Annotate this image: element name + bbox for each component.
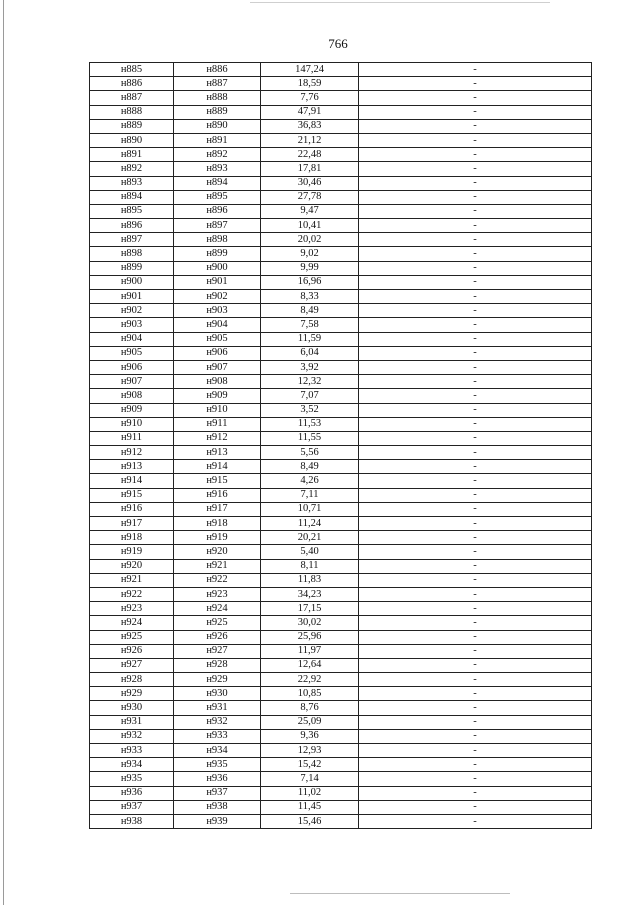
note-cell: - [359, 545, 592, 559]
table-row [90, 290, 592, 304]
length-cell: 7,58 [261, 318, 359, 332]
to-point-cell: н924 [174, 602, 261, 616]
table-row [90, 148, 592, 162]
note-cell: - [359, 800, 592, 814]
table-row [90, 658, 592, 672]
length-cell: 8,11 [261, 559, 359, 573]
note-cell: - [359, 559, 592, 573]
to-point-cell: н902 [174, 290, 261, 304]
to-point-cell: н895 [174, 190, 261, 204]
from-point-cell: н901 [90, 290, 174, 304]
length-cell: 22,92 [261, 673, 359, 687]
note-cell: - [359, 133, 592, 147]
to-point-cell: н912 [174, 431, 261, 445]
table-row [90, 531, 592, 545]
note-cell: - [359, 247, 592, 261]
length-cell: 6,04 [261, 346, 359, 360]
length-cell: 22,48 [261, 148, 359, 162]
length-cell: 20,02 [261, 233, 359, 247]
from-point-cell: н913 [90, 460, 174, 474]
note-cell: - [359, 304, 592, 318]
to-point-cell: н887 [174, 77, 261, 91]
to-point-cell: н915 [174, 474, 261, 488]
table-row [90, 573, 592, 587]
from-point-cell: н915 [90, 488, 174, 502]
table-row [90, 559, 592, 573]
to-point-cell: н927 [174, 644, 261, 658]
to-point-cell: н905 [174, 332, 261, 346]
from-point-cell: н908 [90, 389, 174, 403]
table-row [90, 488, 592, 502]
table-row [90, 744, 592, 758]
to-point-cell: н888 [174, 91, 261, 105]
table-row [90, 431, 592, 445]
table-row [90, 346, 592, 360]
to-point-cell: н913 [174, 446, 261, 460]
note-cell: - [359, 616, 592, 630]
from-point-cell: н894 [90, 190, 174, 204]
table-row [90, 517, 592, 531]
note-cell: - [359, 233, 592, 247]
to-point-cell: н932 [174, 715, 261, 729]
note-cell: - [359, 219, 592, 233]
to-point-cell: н906 [174, 346, 261, 360]
length-cell: 8,33 [261, 290, 359, 304]
from-point-cell: н895 [90, 204, 174, 218]
note-cell: - [359, 729, 592, 743]
from-point-cell: н935 [90, 772, 174, 786]
from-point-cell: н885 [90, 63, 174, 77]
note-cell: - [359, 814, 592, 828]
table-row [90, 176, 592, 190]
length-cell: 30,02 [261, 616, 359, 630]
note-cell: - [359, 531, 592, 545]
note-cell: - [359, 360, 592, 374]
length-cell: 18,59 [261, 77, 359, 91]
length-cell: 10,71 [261, 502, 359, 516]
table-row [90, 460, 592, 474]
length-cell: 36,83 [261, 119, 359, 133]
from-point-cell: н918 [90, 531, 174, 545]
length-cell: 7,76 [261, 91, 359, 105]
from-point-cell: н888 [90, 105, 174, 119]
table-body [90, 63, 592, 829]
table-row [90, 133, 592, 147]
from-point-cell: н887 [90, 91, 174, 105]
to-point-cell: н908 [174, 375, 261, 389]
note-cell: - [359, 417, 592, 431]
length-cell: 12,93 [261, 744, 359, 758]
to-point-cell: н894 [174, 176, 261, 190]
from-point-cell: н927 [90, 658, 174, 672]
length-cell: 34,23 [261, 587, 359, 601]
scan-edge-left [3, 0, 4, 905]
length-cell: 8,49 [261, 304, 359, 318]
from-point-cell: н893 [90, 176, 174, 190]
to-point-cell: н936 [174, 772, 261, 786]
table-row [90, 502, 592, 516]
table-row [90, 800, 592, 814]
table-row [90, 687, 592, 701]
length-cell: 5,56 [261, 446, 359, 460]
note-cell: - [359, 701, 592, 715]
from-point-cell: н924 [90, 616, 174, 630]
to-point-cell: н933 [174, 729, 261, 743]
from-point-cell: н886 [90, 77, 174, 91]
length-cell: 8,49 [261, 460, 359, 474]
from-point-cell: н929 [90, 687, 174, 701]
to-point-cell: н919 [174, 531, 261, 545]
length-cell: 10,85 [261, 687, 359, 701]
length-cell: 3,52 [261, 403, 359, 417]
length-cell: 15,42 [261, 758, 359, 772]
from-point-cell: н898 [90, 247, 174, 261]
length-cell: 11,55 [261, 431, 359, 445]
note-cell: - [359, 63, 592, 77]
note-cell: - [359, 573, 592, 587]
from-point-cell: н892 [90, 162, 174, 176]
length-cell: 8,76 [261, 701, 359, 715]
note-cell: - [359, 176, 592, 190]
to-point-cell: н897 [174, 219, 261, 233]
from-point-cell: н912 [90, 446, 174, 460]
length-cell: 17,15 [261, 602, 359, 616]
to-point-cell: н916 [174, 488, 261, 502]
note-cell: - [359, 474, 592, 488]
table-row [90, 630, 592, 644]
to-point-cell: н935 [174, 758, 261, 772]
to-point-cell: н937 [174, 786, 261, 800]
from-point-cell: н919 [90, 545, 174, 559]
table-row [90, 63, 592, 77]
to-point-cell: н914 [174, 460, 261, 474]
to-point-cell: н907 [174, 360, 261, 374]
from-point-cell: н897 [90, 233, 174, 247]
table-row [90, 758, 592, 772]
to-point-cell: н934 [174, 744, 261, 758]
from-point-cell: н917 [90, 517, 174, 531]
table-row [90, 105, 592, 119]
note-cell: - [359, 431, 592, 445]
note-cell: - [359, 446, 592, 460]
from-point-cell: н938 [90, 814, 174, 828]
from-point-cell: н889 [90, 119, 174, 133]
table-row [90, 190, 592, 204]
to-point-cell: н911 [174, 417, 261, 431]
to-point-cell: н886 [174, 63, 261, 77]
table-row [90, 417, 592, 431]
to-point-cell: н893 [174, 162, 261, 176]
note-cell: - [359, 658, 592, 672]
table-row [90, 772, 592, 786]
from-point-cell: н907 [90, 375, 174, 389]
length-cell: 5,40 [261, 545, 359, 559]
from-point-cell: н925 [90, 630, 174, 644]
note-cell: - [359, 786, 592, 800]
from-point-cell: н891 [90, 148, 174, 162]
note-cell: - [359, 602, 592, 616]
table-row [90, 587, 592, 601]
table-row [90, 162, 592, 176]
table-row [90, 814, 592, 828]
note-cell: - [359, 644, 592, 658]
from-point-cell: н914 [90, 474, 174, 488]
length-cell: 9,99 [261, 261, 359, 275]
length-cell: 16,96 [261, 275, 359, 289]
length-cell: 25,09 [261, 715, 359, 729]
from-point-cell: н931 [90, 715, 174, 729]
note-cell: - [359, 375, 592, 389]
to-point-cell: н904 [174, 318, 261, 332]
to-point-cell: н926 [174, 630, 261, 644]
to-point-cell: н892 [174, 148, 261, 162]
table-row [90, 715, 592, 729]
to-point-cell: н889 [174, 105, 261, 119]
note-cell: - [359, 389, 592, 403]
length-cell: 11,59 [261, 332, 359, 346]
length-cell: 11,02 [261, 786, 359, 800]
note-cell: - [359, 715, 592, 729]
from-point-cell: н934 [90, 758, 174, 772]
length-cell: 25,96 [261, 630, 359, 644]
length-cell: 4,26 [261, 474, 359, 488]
to-point-cell: н931 [174, 701, 261, 715]
table-row [90, 403, 592, 417]
from-point-cell: н903 [90, 318, 174, 332]
from-point-cell: н911 [90, 431, 174, 445]
note-cell: - [359, 318, 592, 332]
to-point-cell: н910 [174, 403, 261, 417]
table-row [90, 91, 592, 105]
note-cell: - [359, 204, 592, 218]
note-cell: - [359, 488, 592, 502]
to-point-cell: н921 [174, 559, 261, 573]
note-cell: - [359, 332, 592, 346]
length-cell: 11,97 [261, 644, 359, 658]
length-cell: 9,36 [261, 729, 359, 743]
to-point-cell: н922 [174, 573, 261, 587]
length-cell: 147,24 [261, 63, 359, 77]
table-row [90, 275, 592, 289]
to-point-cell: н899 [174, 247, 261, 261]
length-cell: 11,24 [261, 517, 359, 531]
from-point-cell: н928 [90, 673, 174, 687]
to-point-cell: н909 [174, 389, 261, 403]
to-point-cell: н891 [174, 133, 261, 147]
length-cell: 21,12 [261, 133, 359, 147]
table-row [90, 261, 592, 275]
from-point-cell: н923 [90, 602, 174, 616]
to-point-cell: н896 [174, 204, 261, 218]
scan-edge-bottom [290, 893, 510, 894]
from-point-cell: н896 [90, 219, 174, 233]
table-row [90, 616, 592, 630]
from-point-cell: н899 [90, 261, 174, 275]
to-point-cell: н898 [174, 233, 261, 247]
from-point-cell: н937 [90, 800, 174, 814]
length-cell: 12,64 [261, 658, 359, 672]
table-row [90, 304, 592, 318]
from-point-cell: н936 [90, 786, 174, 800]
table-row [90, 446, 592, 460]
table-row [90, 729, 592, 743]
to-point-cell: н890 [174, 119, 261, 133]
length-cell: 20,21 [261, 531, 359, 545]
from-point-cell: н930 [90, 701, 174, 715]
from-point-cell: н906 [90, 360, 174, 374]
table-row [90, 375, 592, 389]
table-row [90, 77, 592, 91]
note-cell: - [359, 517, 592, 531]
table-row [90, 474, 592, 488]
length-cell: 17,81 [261, 162, 359, 176]
length-cell: 15,46 [261, 814, 359, 828]
note-cell: - [359, 346, 592, 360]
length-cell: 12,32 [261, 375, 359, 389]
to-point-cell: н918 [174, 517, 261, 531]
table-row [90, 786, 592, 800]
from-point-cell: н904 [90, 332, 174, 346]
table-row [90, 119, 592, 133]
length-cell: 11,83 [261, 573, 359, 587]
to-point-cell: н925 [174, 616, 261, 630]
note-cell: - [359, 91, 592, 105]
to-point-cell: н917 [174, 502, 261, 516]
note-cell: - [359, 162, 592, 176]
table-row [90, 332, 592, 346]
from-point-cell: н920 [90, 559, 174, 573]
length-cell: 7,14 [261, 772, 359, 786]
from-point-cell: н900 [90, 275, 174, 289]
note-cell: - [359, 758, 592, 772]
length-cell: 11,53 [261, 417, 359, 431]
note-cell: - [359, 290, 592, 304]
to-point-cell: н938 [174, 800, 261, 814]
from-point-cell: н926 [90, 644, 174, 658]
note-cell: - [359, 403, 592, 417]
from-point-cell: н890 [90, 133, 174, 147]
note-cell: - [359, 261, 592, 275]
table-row [90, 545, 592, 559]
from-point-cell: н933 [90, 744, 174, 758]
length-cell: 9,47 [261, 204, 359, 218]
table-row [90, 673, 592, 687]
page-number: 766 [328, 36, 348, 51]
note-cell: - [359, 687, 592, 701]
note-cell: - [359, 119, 592, 133]
length-cell: 3,92 [261, 360, 359, 374]
from-point-cell: н922 [90, 587, 174, 601]
to-point-cell: н928 [174, 658, 261, 672]
note-cell: - [359, 148, 592, 162]
table-row [90, 389, 592, 403]
note-cell: - [359, 673, 592, 687]
table-row [90, 233, 592, 247]
to-point-cell: н920 [174, 545, 261, 559]
table-row [90, 219, 592, 233]
table-row [90, 247, 592, 261]
from-point-cell: н921 [90, 573, 174, 587]
to-point-cell: н901 [174, 275, 261, 289]
note-cell: - [359, 630, 592, 644]
to-point-cell: н930 [174, 687, 261, 701]
table-row [90, 318, 592, 332]
table-row [90, 602, 592, 616]
from-point-cell: н902 [90, 304, 174, 318]
note-cell: - [359, 502, 592, 516]
length-cell: 7,11 [261, 488, 359, 502]
note-cell: - [359, 275, 592, 289]
to-point-cell: н939 [174, 814, 261, 828]
length-cell: 30,46 [261, 176, 359, 190]
note-cell: - [359, 587, 592, 601]
to-point-cell: н903 [174, 304, 261, 318]
note-cell: - [359, 190, 592, 204]
from-point-cell: н916 [90, 502, 174, 516]
note-cell: - [359, 105, 592, 119]
from-point-cell: н910 [90, 417, 174, 431]
table-row [90, 204, 592, 218]
scan-edge-top [250, 2, 550, 3]
from-point-cell: н932 [90, 729, 174, 743]
from-point-cell: н905 [90, 346, 174, 360]
to-point-cell: н929 [174, 673, 261, 687]
note-cell: - [359, 77, 592, 91]
note-cell: - [359, 460, 592, 474]
length-cell: 27,78 [261, 190, 359, 204]
length-cell: 47,91 [261, 105, 359, 119]
data-table [89, 62, 592, 829]
to-point-cell: н900 [174, 261, 261, 275]
from-point-cell: н909 [90, 403, 174, 417]
length-cell: 9,02 [261, 247, 359, 261]
table-row [90, 701, 592, 715]
table-row [90, 644, 592, 658]
note-cell: - [359, 772, 592, 786]
length-cell: 10,41 [261, 219, 359, 233]
length-cell: 11,45 [261, 800, 359, 814]
table-row [90, 360, 592, 374]
to-point-cell: н923 [174, 587, 261, 601]
note-cell: - [359, 744, 592, 758]
length-cell: 7,07 [261, 389, 359, 403]
